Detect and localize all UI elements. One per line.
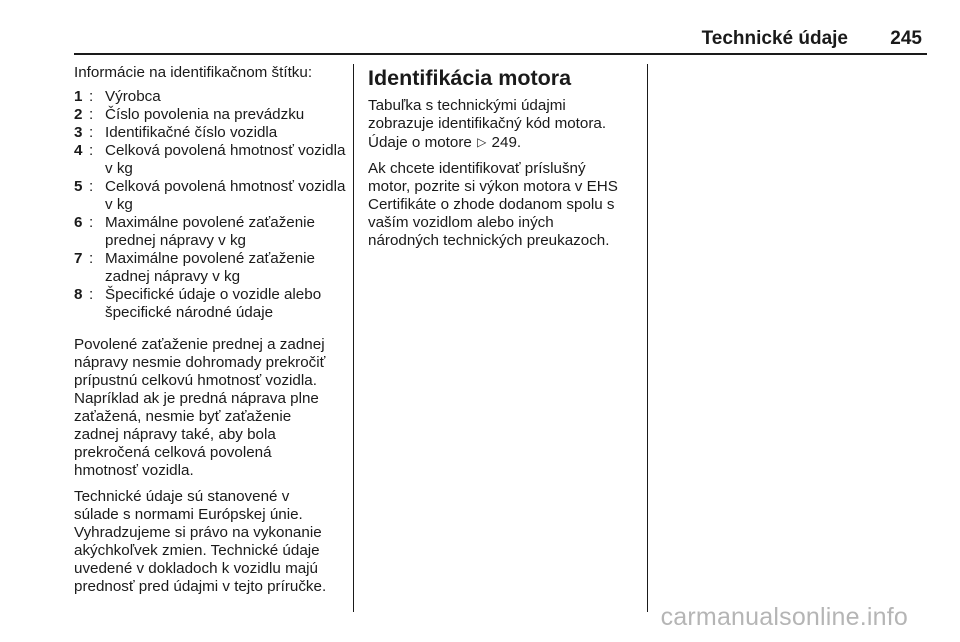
page-header [0, 0, 960, 60]
page-number: 245 [890, 28, 922, 49]
legend-item [74, 250, 346, 286]
legend-number: 4 [74, 142, 83, 159]
eu-norms-paragraph [74, 488, 346, 596]
text-line: prekročená celková povolená [74, 444, 272, 461]
legend-item [74, 106, 346, 124]
legend-text: Celková povolená hmotnosť vozidla v kg [105, 178, 346, 213]
text-line: Povolené zaťaženie prednej a zadnej [74, 336, 325, 353]
legend-colon: : [89, 142, 94, 159]
text-line [368, 133, 640, 152]
text-line: akýchkoľvek zmien. Technické údaje [74, 542, 320, 559]
legend-text: Maximálne povolené zaťaženie zadnej nápravy v kg [105, 250, 316, 285]
text-line: hmotnosť vozidla. [74, 462, 194, 479]
legend-colon: : [89, 214, 94, 231]
legend-item [74, 124, 346, 142]
legend-number: 3 [74, 124, 83, 141]
axle-load-paragraph [74, 336, 346, 480]
text-line: Ak chcete identifikovať príslušný [368, 160, 586, 177]
text-line: zobrazuje identifikačný kód motora. [368, 115, 607, 132]
legend-item [74, 214, 346, 250]
legend-number: 7 [74, 250, 83, 267]
legend-text: Číslo povolenia na prevádzku [105, 106, 305, 123]
middle-column [368, 64, 640, 258]
text-line: Tabuľka s technickými údajmi [368, 97, 566, 114]
legend-colon: : [89, 286, 94, 303]
header-rule [74, 53, 927, 55]
legend-colon: : [89, 124, 94, 141]
text-line: zadnej nápravy také, aby bola [74, 426, 276, 443]
text-line: motor, pozrite si výkon motora v EHS [368, 178, 618, 195]
text-line: národných technických preukazoch. [368, 232, 610, 249]
legend-item [74, 178, 346, 214]
page-reference-icon[interactable]: ▷ [477, 135, 487, 149]
text-line: Napríklad ak je predná náprava plne [74, 390, 319, 407]
legend-number: 5 [74, 178, 83, 195]
text-line: Vyhradzujeme si právo na vykonanie [74, 524, 322, 541]
engine-identification-paragraph [368, 160, 640, 250]
legend-number: 1 [74, 88, 83, 105]
plate-legend [74, 88, 346, 322]
legend-item [74, 286, 346, 322]
text-line: súlade s normami Európskej únie. [74, 506, 303, 523]
legend-text: Špecifické údaje o vozidle alebo špecifické národné údaje [105, 286, 322, 321]
header-title: Technické údaje [701, 28, 848, 49]
left-column [74, 64, 346, 604]
legend-number: 2 [74, 106, 83, 123]
legend-item [74, 88, 346, 106]
legend-colon: : [89, 88, 94, 105]
page-reference-link[interactable]: 249. [491, 134, 522, 151]
legend-colon: : [89, 250, 94, 267]
plate-intro: Informácie na identifikačnom štítku: [74, 64, 313, 81]
legend-number: 8 [74, 286, 83, 303]
legend-text: Celková povolená hmotnosť vozidla v kg [105, 142, 346, 177]
section-title: Identifikácia motora [368, 66, 572, 90]
text-line: uvedené v dokladoch k vozidlu majú [74, 560, 318, 577]
text-line: prednosť pred údajmi v tejto príručke. [74, 578, 327, 595]
watermark: carmanualsonline.info [660, 603, 908, 631]
text-line: vaším vozidlom alebo iných [368, 214, 554, 231]
legend-item [74, 142, 346, 178]
column-divider-right [647, 64, 648, 612]
text-line: Certifikáte o zhode dodanom spolu s [368, 196, 615, 213]
legend-colon: : [89, 106, 94, 123]
engine-table-paragraph [368, 97, 640, 152]
legend-number: 6 [74, 214, 83, 231]
text-line: Technické údaje sú stanovené v [74, 488, 290, 505]
legend-colon: : [89, 178, 94, 195]
column-divider-left [353, 64, 354, 612]
engine-data-label: Údaje o motore [368, 134, 472, 151]
legend-text: Výrobca [105, 88, 161, 105]
text-line: zaťažená, nesmie byť zaťaženie [74, 408, 292, 425]
legend-text: Identifikačné číslo vozidla [105, 124, 278, 141]
legend-text: Maximálne povolené zaťaženie prednej nápravy v kg [105, 214, 316, 249]
text-line: prípustnú celkovú hmotnosť vozidla. [74, 372, 317, 389]
text-line: nápravy nesmie dohromady prekročiť [74, 354, 326, 371]
